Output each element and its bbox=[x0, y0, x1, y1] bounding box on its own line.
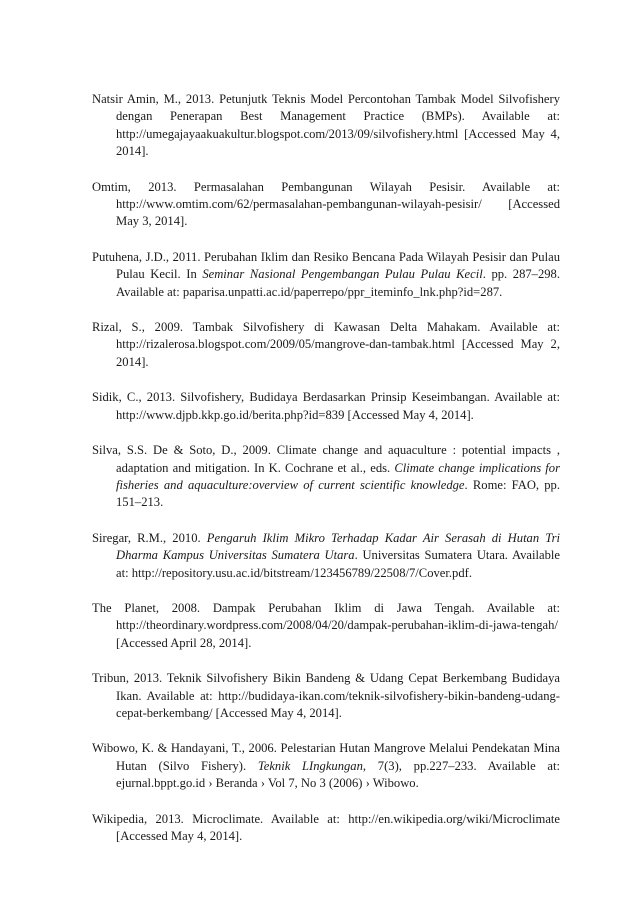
reference-entry bbox=[92, 179, 560, 231]
reference-text: . Universitas Sumatera Utara. Available at: http://repository.usu.ac.id/bitstream/123456789/22508/7/Cover.pdf. bbox=[116, 548, 560, 580]
reference-entry bbox=[92, 600, 560, 652]
reference-text: . Rome: FAO, pp. 151–213. bbox=[116, 477, 561, 510]
reference-text: Tribun, 2013. Teknik Silvofishery Bikin Bandeng & Udang Cepat Berkembang Budidaya Ikan. Available at: http://budidaya-ikan.com/teknik-silvofishery-bikin-bandeng-udang-cepat-berkembang/ [Accessed May 4, 2014]. bbox=[92, 671, 560, 720]
reference-entry bbox=[92, 389, 560, 424]
reference-source-title: Climate change implications for fisheries and aquaculture:overview of current scientific knowledge bbox=[116, 460, 560, 492]
reference-text: Wikipedia, 2013. Microclimate. Available at: http://en.wikipedia.org/wiki/Microclimate [Accessed May 4, 2014]. bbox=[92, 811, 560, 843]
reference-entry bbox=[92, 319, 560, 371]
reference-text: Putuhena, J.D., 2011. Perubahan Iklim dan Resiko Bencana Pada Wilayah Pesisir dan Pulau Pulau Kecil. In bbox=[92, 249, 560, 282]
reference-source-title: Pengaruh Iklim Mikro Terhadap Kadar Air Serasah di Hutan Tri Dharma Kampus Universitas Sumatera Utara bbox=[116, 530, 560, 563]
reference-entry bbox=[92, 740, 560, 792]
reference-text: Siregar, R.M., 2010. bbox=[92, 530, 207, 545]
reference-text: Natsir Amin, M., 2013. Petunjutk Teknis Model Percontohan Tambak Model Silvofishery dengan Penerapan Best Management Practice (BMPs). Available at: http://umegajayaakuakultur.blogspot.com/2013/09/silvofishery.html [Accessed May 4, 2014]. bbox=[92, 92, 560, 159]
reference-entry bbox=[92, 442, 560, 512]
reference-entry bbox=[92, 249, 560, 301]
reference-entry bbox=[92, 530, 560, 582]
reference-text: . pp. 287–298. Available at: paparisa.unpatti.ac.id/paperrepo/ppr_iteminfo_lnk.php?id=287. bbox=[116, 267, 560, 299]
reference-text: Rizal, S., 2009. Tambak Silvofishery di Kawasan Delta Mahakam. Available at: http://rizalerosa.blogspot.com/2009/05/mangrove-dan-tambak.html [Accessed May 2, 2014]. bbox=[92, 320, 560, 369]
reference-text: Wibowo, K. & Handayani, T., 2006. Pelestarian Hutan Mangrove Melalui Pendekatan Mina Hutan (Silvo Fishery). bbox=[92, 741, 560, 773]
reference-entry bbox=[92, 670, 560, 722]
reference-text: Silva, S.S. De & Soto, D., 2009. Climate change and aquaculture : potential impacts , adaptation and mitigation. In K. Cochrane et al., eds. bbox=[92, 443, 560, 475]
reference-text: The Planet, 2008. Dampak Perubahan Iklim di Jawa Tengah. Available at: http://theordinary.wordpress.com/2008/04/20/dampak-perubahan-iklim-di-jawa-tengah/ [Accessed April 28, 2014]. bbox=[92, 600, 560, 650]
reference-text: , 7(3), pp.227–233. Available at: ejurnal.bppt.go.id › Beranda › Vol 7, No 3 (2006) › Wibowo. bbox=[116, 758, 560, 791]
reference-text: Sidik, C., 2013. Silvofishery, Budidaya Berdasarkan Prinsip Keseimbangan. Available at: http://www.djpb.kkp.go.id/berita.php?id=839 [Accessed May 4, 2014]. bbox=[92, 390, 560, 422]
reference-entry bbox=[92, 91, 560, 161]
reference-source-title: Seminar Nasional Pengembangan Pulau Pulau Kecil bbox=[202, 267, 483, 282]
reference-list bbox=[92, 91, 560, 863]
reference-entry bbox=[92, 811, 560, 846]
reference-text: Omtim, 2013. Permasalahan Pembangunan Wilayah Pesisir. Available at: http://www.omtim.com/62/permasalahan-pembangunan-wilayah-pesisir/ [Accessed May 3, 2014]. bbox=[92, 179, 560, 229]
reference-source-title: Teknik LIngkungan bbox=[257, 758, 363, 773]
